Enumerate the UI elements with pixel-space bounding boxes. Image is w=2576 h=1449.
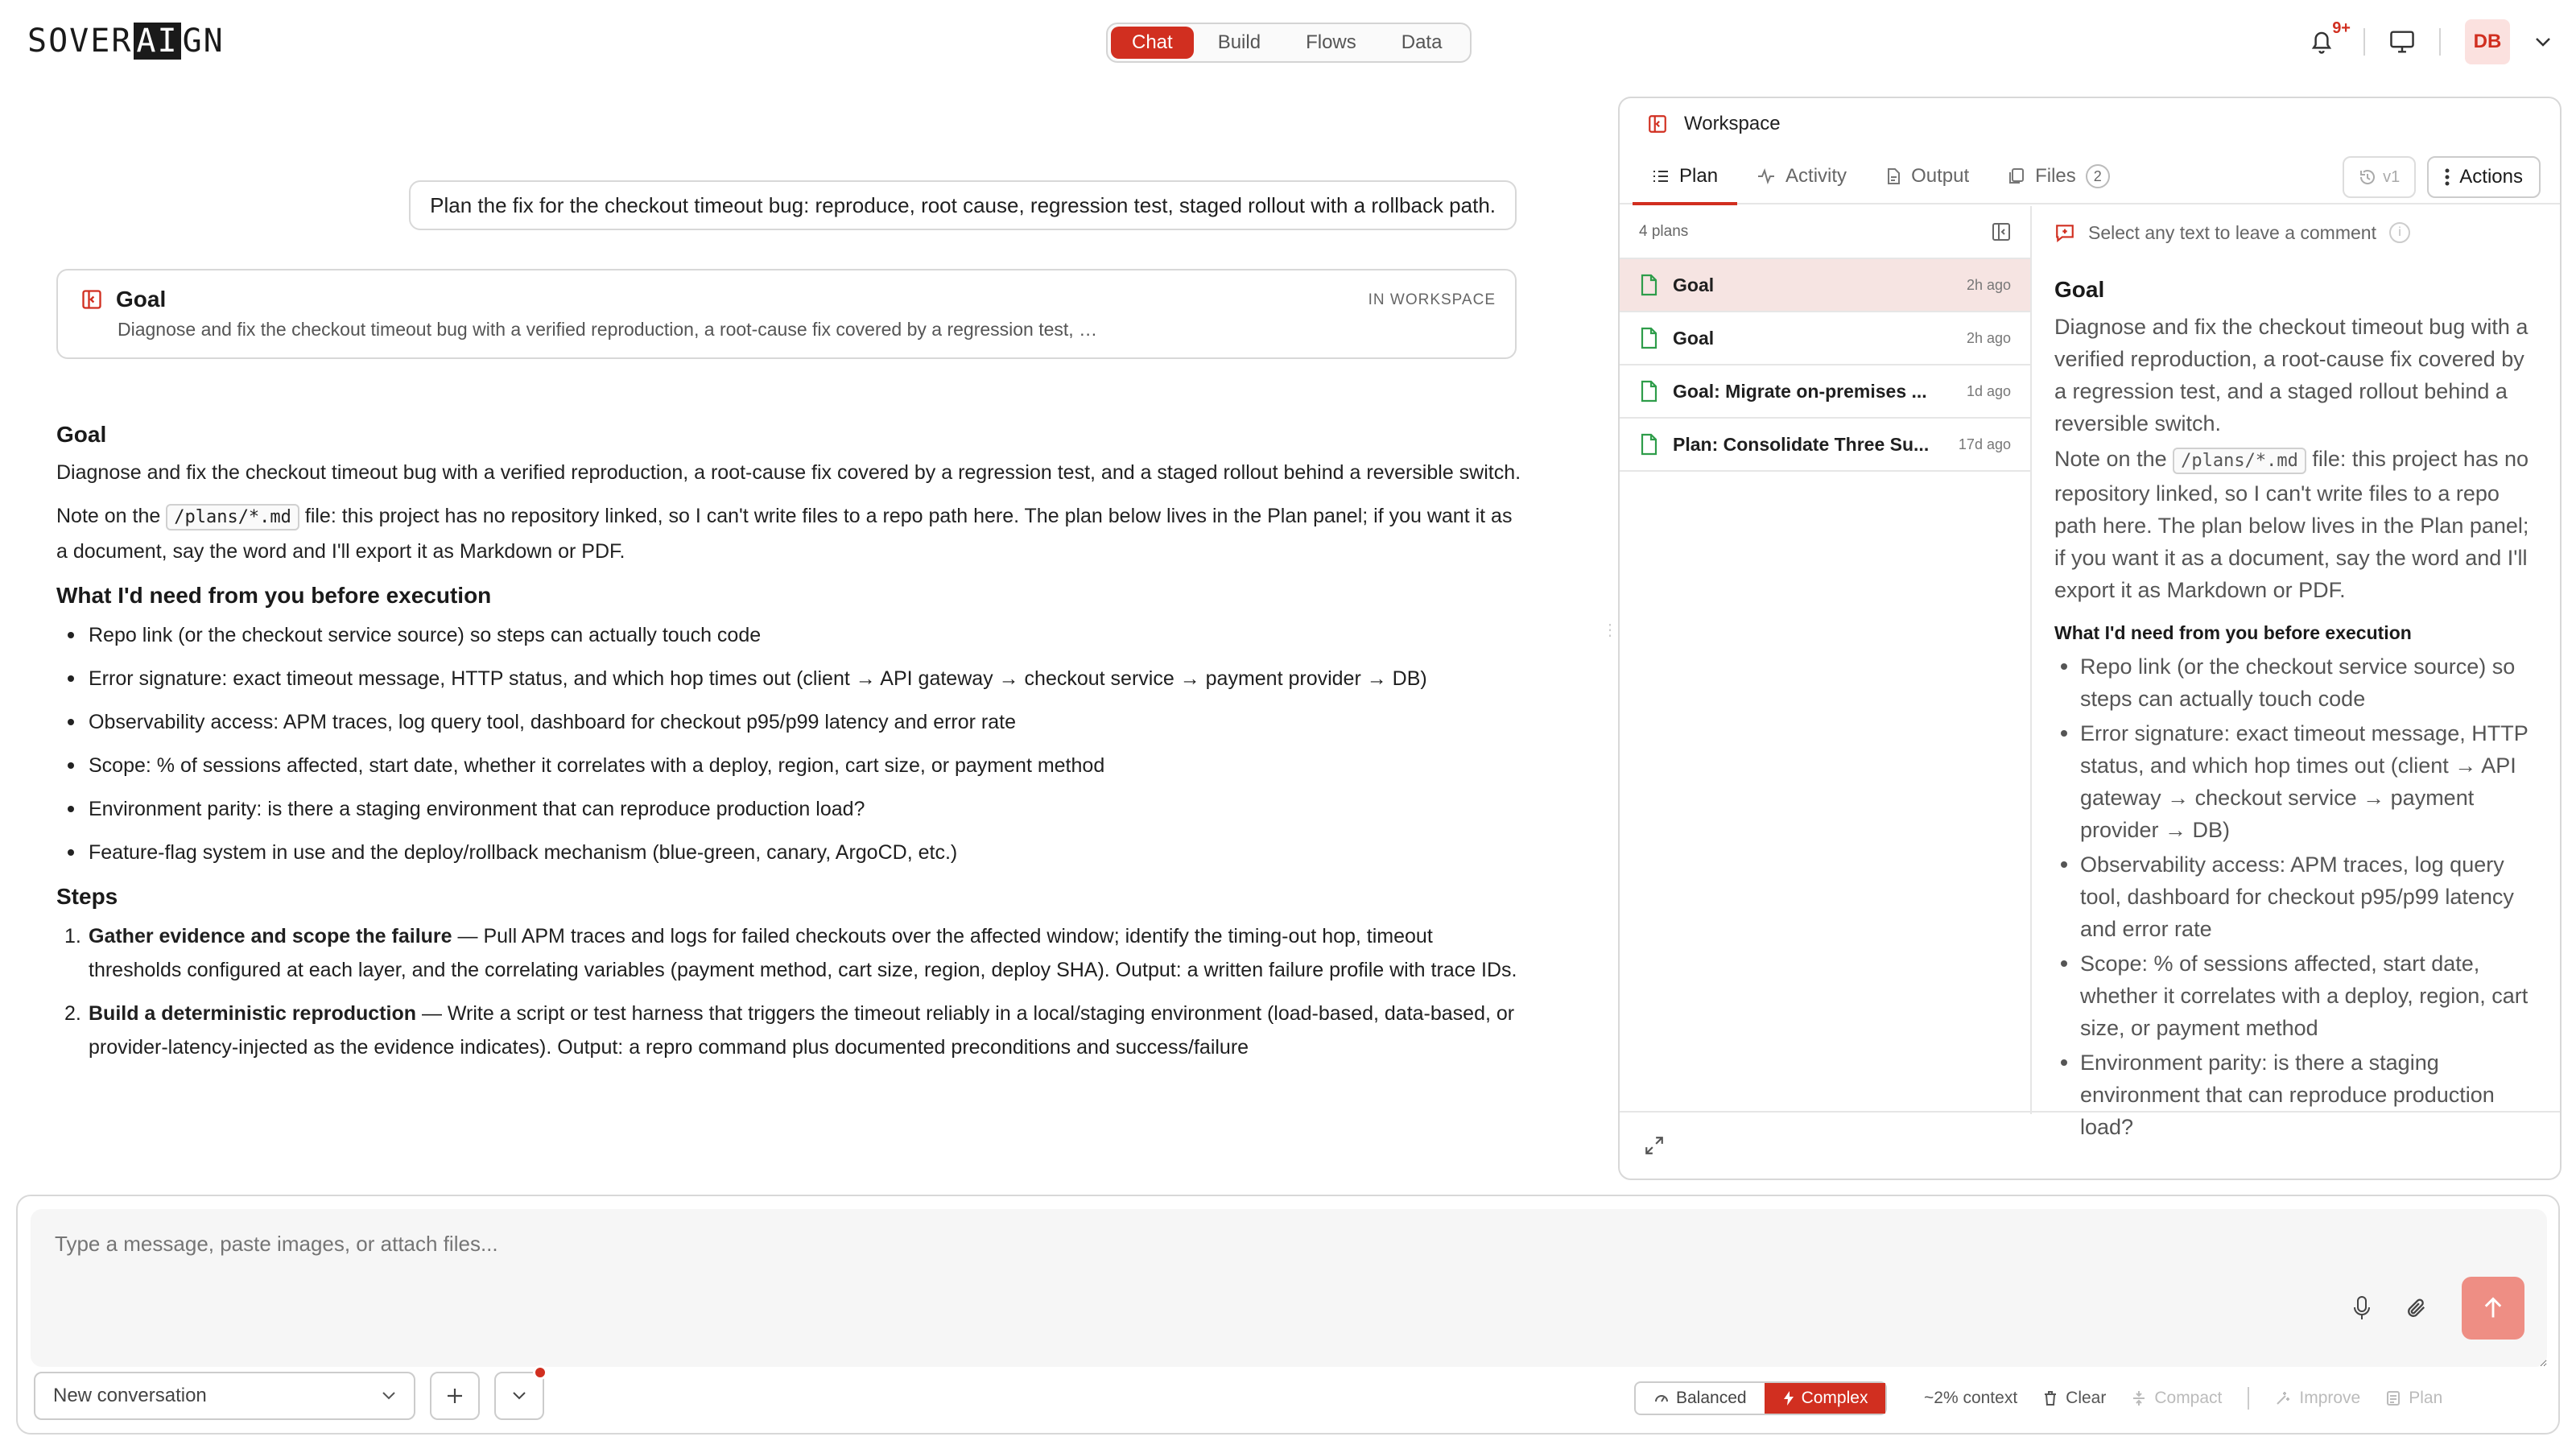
list-item: Environment parity: is there a staging environment that can reproduce production load? <box>56 792 1521 826</box>
list-item: Environment parity: is there a staging environment that can reproduce production load? <box>2054 1046 2541 1143</box>
conversation-menu-button[interactable] <box>494 1372 544 1420</box>
goal-card-tag: IN WORKSPACE <box>1368 291 1496 308</box>
step-item <box>56 997 1521 1064</box>
plan-needs-heading: What I'd need from you before execution <box>2054 622 2412 643</box>
activity-icon <box>1757 168 1776 184</box>
plan-name: Goal <box>1673 327 1715 349</box>
app-logo[interactable] <box>27 23 225 60</box>
inline-code: /plans/*.md <box>166 504 299 530</box>
file-icon <box>1639 380 1658 402</box>
compress-icon <box>2132 1390 2146 1406</box>
list-item: Observability access: APM traces, log query tool, dashboard for checkout p95/p99 latency and error rate <box>2054 848 2541 945</box>
step-title: Build a deterministic reproduction <box>89 1002 416 1025</box>
logo-text-end: GN <box>182 23 225 60</box>
mode-tabs <box>1106 23 1472 63</box>
plan-time: 17d ago <box>1958 436 2011 452</box>
plan-item[interactable] <box>1620 365 2030 419</box>
panel-icon[interactable] <box>1647 114 1668 134</box>
document-icon <box>1885 167 1901 185</box>
mode-label: Balanced <box>1676 1389 1747 1407</box>
goal-text: Diagnose and fix the checkout timeout bug with a verified reproduction, a root-cause fix covered by a regression test, and a staged rollout behind a reversible switch. <box>56 461 1521 484</box>
compact-label: Compact <box>2154 1389 2223 1407</box>
workspace-tools <box>2343 156 2541 198</box>
list-icon <box>1652 168 1670 184</box>
tab-label: Activity <box>1785 165 1847 187</box>
document-icon <box>2386 1390 2401 1406</box>
file-icon <box>1639 433 1658 456</box>
info-icon[interactable]: i <box>2389 222 2410 243</box>
list-item: Repo link (or the checkout service source) so steps can actually touch code <box>56 618 1521 652</box>
tab-plan[interactable] <box>1633 149 1737 204</box>
message-input[interactable] <box>31 1209 2547 1367</box>
note-prefix: Note on the <box>2054 447 2167 471</box>
top-right-controls <box>2304 19 2552 64</box>
plan-time: 2h ago <box>1966 276 2011 293</box>
notifications-button[interactable] <box>2304 19 2351 60</box>
files-count-badge: 2 <box>2086 164 2110 188</box>
tab-files[interactable] <box>1988 149 2129 204</box>
comment-hint <box>2054 206 2541 259</box>
file-icon <box>1639 274 1658 296</box>
step-number: 1. <box>64 925 81 947</box>
message-composer <box>16 1195 2560 1435</box>
note-prefix: Note on the <box>56 505 161 527</box>
mode-label: Complex <box>1801 1389 1868 1407</box>
tab-label: Files <box>2035 165 2076 187</box>
plan-goal-text: Diagnose and fix the checkout timeout bug with a verified reproduction, a root-cause fix covered by a regression test, and a staged rollout behind a reversible switch. <box>2054 315 2529 436</box>
composer-toolbar <box>34 1368 2545 1422</box>
conversation-select-value: New conversation <box>53 1385 207 1406</box>
list-item: Error signature: exact timeout message, HTTP status, and which hop times out (client → API gateway → checkout service → payment provider → DB) <box>56 662 1521 696</box>
plus-icon <box>445 1386 464 1406</box>
plan-item[interactable] <box>1620 312 2030 365</box>
comment-hint-text: Select any text to leave a comment <box>2088 221 2376 243</box>
more-vertical-icon <box>2445 168 2450 186</box>
tab-label: Plan <box>1679 165 1719 187</box>
list-item: Scope: % of sessions affected, start date, whether it correlates with a deploy, region, cart size, or payment method <box>2054 947 2541 1044</box>
composer-tool-row <box>1924 1381 2442 1415</box>
microphone-icon[interactable] <box>2352 1295 2372 1321</box>
plan-name: Goal <box>1673 274 1715 295</box>
comment-icon <box>2054 222 2075 243</box>
step-text: — Pull APM traces and logs for failed checkouts over the affected window; identify the timing-out hop, timeout thresholds configured at each layer, and the correlating variables (payment method, cart size, region, deploy SHA). Output: a written failure profile with trace IDs. <box>89 925 1517 981</box>
divider <box>2439 28 2441 56</box>
version-label: v1 <box>2383 167 2401 186</box>
mode-balanced[interactable] <box>1636 1383 1765 1414</box>
list-item: Error signature: exact timeout message, HTTP status, and which hop times out (client → API gateway → checkout service → payment provider → DB) <box>2054 717 2541 846</box>
actions-button[interactable] <box>2427 156 2541 198</box>
plan-button[interactable] <box>2386 1389 2442 1408</box>
goal-card[interactable] <box>56 269 1517 359</box>
clear-label: Clear <box>2066 1389 2107 1407</box>
step-item <box>56 919 1521 987</box>
display-button[interactable] <box>2389 30 2415 54</box>
plan-time: 2h ago <box>1966 329 2011 346</box>
workspace-panel <box>1618 97 2562 1180</box>
list-item: Feature-flag system in use and the deploy/rollback mechanism (blue-green, canary, ArgoCD, etc.) <box>56 836 1521 869</box>
lightning-icon <box>1782 1390 1795 1406</box>
composer-actions <box>2352 1277 2524 1340</box>
plan-time: 1d ago <box>1966 382 2011 399</box>
list-item: Scope: % of sessions affected, start date, whether it correlates with a deploy, region, cart size, or payment method <box>56 749 1521 782</box>
tab-activity[interactable] <box>1737 149 1866 204</box>
plan-note <box>2054 443 2541 606</box>
gauge-icon <box>1653 1390 1670 1406</box>
actions-label: Actions <box>2459 166 2523 188</box>
inline-code: /plans/*.md <box>2173 448 2306 474</box>
goal-card-description: Diagnose and fix the checkout timeout bug with a verified reproduction, a root-cause fix covered by a regression test, … <box>118 319 1098 340</box>
workspace-footer <box>1620 1111 2560 1179</box>
logo-text-start: SOVER <box>27 23 133 60</box>
expand-icon[interactable] <box>1644 1135 1665 1156</box>
chat-thread <box>0 84 1530 1188</box>
plan-detail-heading: Goal <box>2054 277 2105 302</box>
needs-heading: What I'd need from you before execution <box>56 583 492 608</box>
bell-icon <box>2310 29 2334 55</box>
workspace-title: Workspace <box>1684 113 1781 134</box>
step-text: — Write a script or test harness that triggers the timeout reliably in a local/staging environment (load-based, data-based, or provider-latency-injected as the evidence indicates). Output: a repro command plus documented preconditions and success/failure <box>89 1002 1515 1059</box>
plan-item[interactable] <box>1620 259 2030 312</box>
plan-item[interactable] <box>1620 419 2030 472</box>
conversation-select[interactable] <box>34 1372 415 1420</box>
chevron-down-icon[interactable] <box>2534 36 2552 47</box>
paperclip-icon[interactable] <box>2405 1296 2428 1320</box>
tab-flows[interactable]: Flows <box>1306 31 1356 53</box>
clear-button[interactable] <box>2043 1389 2106 1408</box>
monitor-icon <box>2389 30 2415 54</box>
plan-name: Goal: Migrate on-premises ... <box>1673 380 1927 402</box>
workspace-header <box>1620 98 2560 150</box>
note-paragraph <box>56 499 1521 568</box>
needs-list <box>56 618 1521 869</box>
assistant-response <box>56 422 1521 1074</box>
workspace-tabs <box>1620 150 2560 204</box>
steps-heading: Steps <box>56 884 118 909</box>
trash-icon <box>2043 1390 2058 1406</box>
plan-label: Plan <box>2409 1389 2443 1407</box>
step-number: 2. <box>64 1002 81 1025</box>
tab-build[interactable]: Build <box>1217 31 1261 53</box>
note-body: file: this project has no repository linked, so I can't write files to a repo path here. The plan below lives in the Plan panel; if you want it as a document, say the word and I'll export it as Markdown or PDF. <box>2054 447 2529 602</box>
sparkle-icon <box>2275 1390 2291 1406</box>
note-body: file: this project has no repository linked, so I can't write files to a repo path here. The plan below lives in the Plan panel; if you want it as a document, say the word and I'll export it as Markdown or PDF. <box>56 505 1513 563</box>
improve-button[interactable] <box>2275 1389 2360 1408</box>
plans-count: 4 plans <box>1639 223 1689 240</box>
divider <box>2248 1387 2249 1410</box>
top-bar <box>0 0 2576 84</box>
context-usage: ~2% context <box>1924 1389 2018 1407</box>
file-icon <box>1639 327 1658 349</box>
plan-needs-list <box>2054 650 2541 1143</box>
chevron-down-icon <box>512 1391 526 1401</box>
files-icon <box>2008 167 2025 185</box>
tab-data[interactable]: Data <box>1401 31 1443 53</box>
new-conversation-button[interactable] <box>430 1372 480 1420</box>
improve-label: Improve <box>2299 1389 2361 1407</box>
plan-name: Plan: Consolidate Three Su... <box>1673 433 1930 455</box>
steps-list <box>56 919 1521 1064</box>
logo-text-highlight: AI <box>134 23 180 60</box>
goal-card-title: Goal <box>116 287 167 312</box>
avatar[interactable]: DB <box>2465 19 2510 64</box>
plans-list <box>1620 206 2032 1114</box>
tab-label: Output <box>1911 165 1970 187</box>
goal-heading: Goal <box>56 422 107 447</box>
notification-count: 9+ <box>2332 19 2351 37</box>
plans-list-header <box>1620 206 2030 259</box>
mode-complex[interactable] <box>1765 1383 1886 1414</box>
plan-detail <box>2033 206 2562 1139</box>
chevron-down-icon <box>382 1391 396 1401</box>
resize-handle[interactable]: ⋮ <box>1602 621 1618 639</box>
user-message: Plan the fix for the checkout timeout bug: reproduce, root cause, regression test, staged rollout with a rollback path. <box>409 180 1517 230</box>
divider <box>2363 28 2365 56</box>
send-button[interactable] <box>2462 1277 2524 1340</box>
history-icon <box>2359 168 2376 186</box>
collapse-sidebar-icon[interactable] <box>1992 222 2011 242</box>
compact-button[interactable] <box>2132 1389 2222 1408</box>
list-item: Repo link (or the checkout service source) so steps can actually touch code <box>2054 650 2541 715</box>
tab-chat[interactable]: Chat <box>1111 27 1194 59</box>
step-title: Gather evidence and scope the failure <box>89 925 452 947</box>
version-history-button[interactable] <box>2343 156 2416 198</box>
notification-dot <box>533 1365 547 1380</box>
arrow-up-icon <box>2482 1296 2504 1320</box>
reasoning-mode-toggle <box>1634 1381 1887 1415</box>
list-item: Observability access: APM traces, log query tool, dashboard for checkout p95/p99 latency and error rate <box>56 705 1521 739</box>
panel-icon <box>80 288 103 311</box>
tab-output[interactable] <box>1866 149 1988 204</box>
